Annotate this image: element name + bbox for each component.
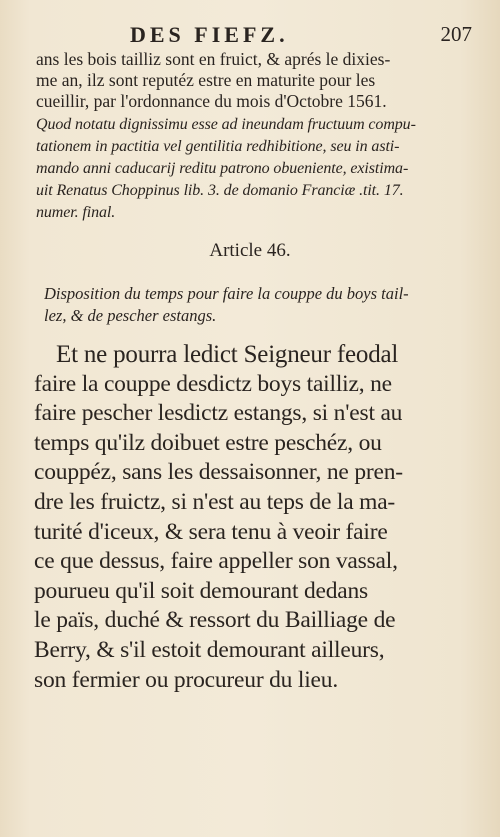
note-line: ans les bois tailliz sont en fruict, & aprés le dixies- <box>36 49 391 69</box>
note-line: me an, ilz sont reputéz estre en maturite pour les <box>36 70 376 90</box>
article-line: son fermier ou procureur du lieu. <box>34 666 339 693</box>
note-line: cueillir, par l'ordonnance du mois d'Octobre 1561. <box>36 91 387 111</box>
article-line: faire la couppe desdictz boys tailliz, ne <box>34 370 392 397</box>
article-heading: Article 46. <box>209 240 291 261</box>
article-line: ce que dessus, faire appeller son vassal, <box>34 548 398 575</box>
summary-line: Disposition du temps pour faire la couppe du boys tail- <box>44 284 409 303</box>
article-line: pourueu qu'il soit demourant dedans <box>34 577 369 604</box>
summary-line: lez, & de pescher estangs. <box>44 306 217 325</box>
running-head <box>0 22 500 48</box>
latin-line: Quod notatu dignissimu esse ad ineundam fructuum compu- <box>36 116 416 133</box>
article-line: le païs, duché & ressort du Bailliage de <box>34 607 396 634</box>
article-line: couppéz, sans les dessaisonner, ne pren- <box>34 459 403 486</box>
latin-line: numer. final. <box>36 204 116 221</box>
article-line: dre les fruictz, si n'est au teps de la ma- <box>34 488 396 515</box>
french-note <box>36 49 466 112</box>
page-number: 207 <box>440 22 472 46</box>
latin-line: uit Renatus Choppinus lib. 3. de domanio Franciæ .tit. 17. <box>36 182 404 199</box>
article-line: turité d'iceux, & sera tenu à veoir faire <box>34 518 388 545</box>
article-text <box>34 340 470 695</box>
latin-line: tationem in pactitia vel gentilitia redhibitione, seu in asti- <box>36 138 400 155</box>
latin-line: mando anni caducarij reditu patrono obueniente, existima- <box>36 160 409 177</box>
article-line: Berry, & s'il estoit demourant ailleurs, <box>34 636 385 663</box>
running-title: DES FIEFZ. <box>130 22 289 47</box>
latin-note <box>36 114 466 224</box>
article-line: faire pescher lesdictz estangs, si n'est au <box>34 400 403 427</box>
article-summary <box>44 283 464 327</box>
article-line: temps qu'ilz doibuet estre peschéz, ou <box>34 429 382 456</box>
article-line: Et ne pourra ledict Seigneur feodal <box>56 341 399 368</box>
